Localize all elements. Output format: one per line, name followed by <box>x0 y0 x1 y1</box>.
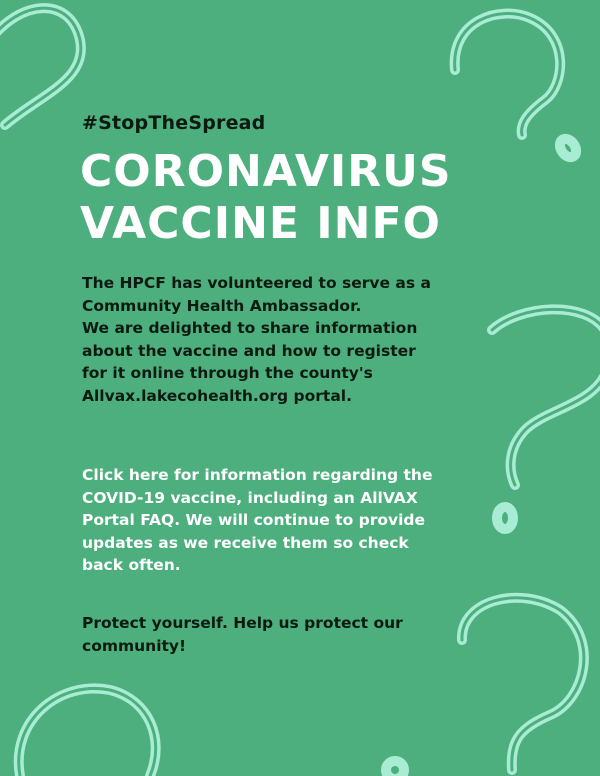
question-mark-icon-middle-right <box>492 309 600 529</box>
question-mark-icon-bottom-left <box>19 688 156 776</box>
intro-paragraph <box>82 272 482 407</box>
info-link-line[interactable]: back often. <box>82 556 181 574</box>
vaccine-info-link[interactable] <box>82 464 482 577</box>
question-mark-icon-top-right <box>455 14 580 161</box>
info-link-line[interactable]: COVID-19 vaccine, including an AllVAX <box>82 488 418 507</box>
intro-line: Community Health Ambassador. <box>82 296 362 315</box>
info-link-line[interactable]: Portal FAQ. We will continue to provide <box>82 511 426 529</box>
closing-line: Protect yourself. Help us protect our <box>82 614 403 632</box>
title-line-1: CORONAVIRUS <box>80 146 452 197</box>
intro-line: about the vaccine and how to register <box>82 341 416 360</box>
intro-line: The HPCF has volunteered to serve as a <box>82 274 431 292</box>
intro-line: We are delighted to share information <box>82 319 418 337</box>
info-link-line[interactable]: Click here for information regarding the <box>82 466 433 484</box>
hashtag-label: #StopTheSpread <box>82 112 266 134</box>
question-mark-icon-top-left <box>0 8 81 125</box>
title-line-2: VACCINE INFO <box>80 198 441 249</box>
closing-paragraph <box>82 612 482 657</box>
intro-line: Allvax.lakecohealth.org portal. <box>82 386 352 405</box>
poster-title <box>80 146 540 250</box>
closing-line: community! <box>82 636 187 655</box>
info-link-line[interactable]: updates as we receive them so check <box>82 533 409 552</box>
intro-line: for it online through the county's <box>82 364 373 382</box>
